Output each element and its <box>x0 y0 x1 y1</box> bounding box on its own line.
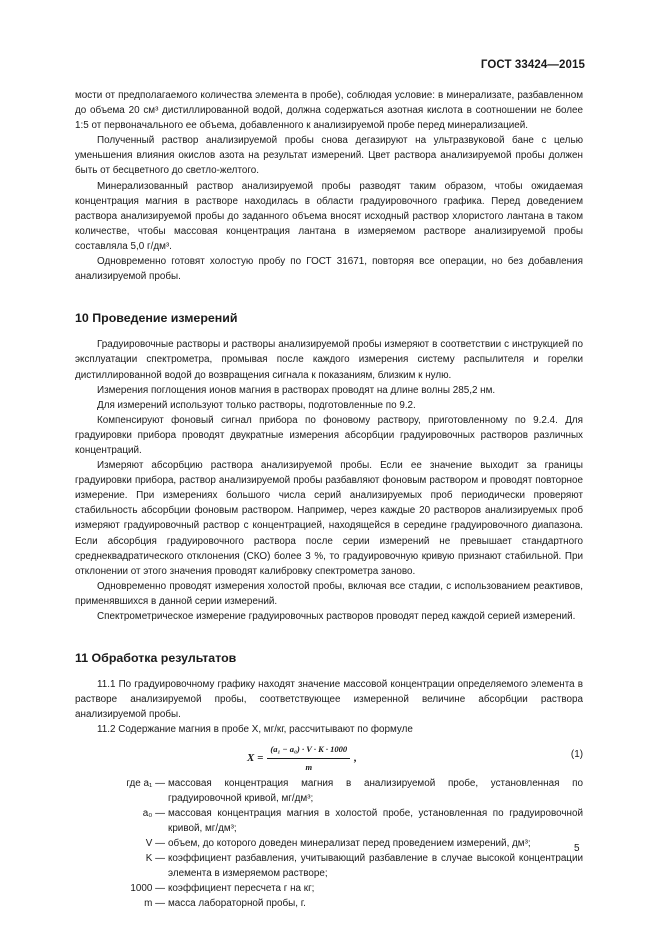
page-content <box>75 88 583 911</box>
definition-row <box>75 836 583 851</box>
definition-text: коэффициент пересчета г на кг; <box>168 883 315 895</box>
definition-row <box>75 806 583 836</box>
section-heading-10 <box>75 311 583 326</box>
definition-symbol: 1000 — <box>130 883 165 895</box>
variable-definitions <box>75 776 583 912</box>
paragraph: Компенсируют фоновый сигнал прибора по фоновому раствору, приготовленному по 9.2.4. Для градуировки прибора проводят двукратные измерения абсорбции градуировочных растворов различных концентраций. <box>75 414 583 456</box>
section-title: 11 Обработка результатов <box>75 651 237 666</box>
paragraph: 11.2 Содержание магния в пробе X, мг/кг, рассчитывают по формуле <box>97 724 413 736</box>
formula-trail: , <box>354 751 357 764</box>
paragraph: Для измерений используют только растворы, подготовленные по 9.2. <box>97 399 416 411</box>
section-heading-11 <box>75 651 583 666</box>
equation-number: (1) <box>570 748 583 760</box>
paragraph: Спектрометрическое измерение градуировочных растворов проводят перед каждой серией измерений. <box>97 611 576 622</box>
formula-denominator: m <box>305 761 313 772</box>
definition-text: объем, до которого доведен минерализат перед проведением измерений, дм³; <box>168 837 531 849</box>
definition-symbol: где a₁ — <box>126 777 165 789</box>
page-number: 5 <box>574 843 580 854</box>
definition-row <box>75 776 583 806</box>
paragraph: Минерализованный раствор анализируемой пробы разводят таким образом, чтобы ожидаемая концентрация магния в растворе находилась в области градуировочного графика. Перед доведением раствора анализируемой пробы до заданного объема вносят исходный раствор хлористого лантана в таком количестве, чтобы массовая концентрация лантана в измеряемом растворе анализируемой пробы составляла 5,0 г/дм³. <box>75 180 583 252</box>
formula-fraction <box>267 742 350 775</box>
formula-block <box>75 742 583 774</box>
section-title: 10 Проведение измерений <box>75 311 238 326</box>
definition-row <box>75 881 583 896</box>
paragraph: Одновременно готовят холостую пробу по ГОСТ 31671, повторяя все операции, но без добавления анализируемой пробы. <box>75 256 583 283</box>
paragraph: Одновременно проводят измерения холостой пробы, включая все стадии, с использованием реактивов, применявшихся в данной серии измерений. <box>75 580 583 607</box>
definition-text: массовая концентрация магния в холостой пробе, установленная по градуировочной кривой, мг/дм³; <box>168 807 583 834</box>
document-standard-id: ГОСТ 33424—2015 <box>480 59 585 71</box>
formula-numerator: (a₁ − a₀) · V · K · 1000 <box>267 742 350 759</box>
paragraph: Измерения поглощения ионов магния в растворах проводят на длине волны 285,2 нм. <box>97 384 496 396</box>
definition-text: массовая концентрация магния в анализируемой пробе, установленная по градуировочной кривой, мг/дм³; <box>168 777 583 804</box>
definition-symbol: K — <box>145 853 165 865</box>
paragraph: 11.1 По градуировочному графику находят значение массовой концентрации определяемого элемента в растворе анализируемой пробы, соответствующее измеренной величине абсорбции раствора анализируемой пробы. <box>75 679 583 721</box>
definition-row <box>75 851 583 881</box>
paragraph: Градуировочные растворы и растворы анализируемой пробы измеряют в соответствии с инструкцией по эксплуатации спектрометра, промывая после каждого измерения систему распылителя и горелки дистиллированной водой до возвращения сигнала к показаниям, близким к нулю. <box>75 339 583 381</box>
paragraph: мости от предполагаемого количества элемента в пробе), соблюдая условие: в минерализате, разбавленном до объема 20 см³ дистиллированной водой, должна содержаться азотная кислота в соотношении не более 1:5 от первоначального ее объема, добавленного к анализируемой пробе перед минерализацией. <box>75 90 583 132</box>
definition-text: масса лабораторной пробы, г. <box>168 898 306 910</box>
definition-symbol: m — <box>144 898 165 910</box>
paragraph: Полученный раствор анализируемой пробы снова дегазируют на ультразвуковой бане с целью уменьшения влияния окислов азота на результат измерений. Цвет раствора анализируемой пробы должен быть от бесцветного до светло-желтого. <box>75 135 583 177</box>
definition-symbol: V — <box>145 837 165 849</box>
definition-text: коэффициент разбавления, учитывающий разбавление в случае высокой концентрации элемента в измеряемом растворе; <box>168 853 583 880</box>
formula <box>247 742 357 775</box>
definition-symbol: a₀ — <box>142 807 165 819</box>
paragraph: Измеряют абсорбцию раствора анализируемой пробы. Если ее значение выходит за границы градуировки прибора, раствор анализируемой пробы разбавляют фоновым раствором и проводят повторное измерение. При измерениях большого числа серий анализируемых проб периодически проверяют стабильность абсорбции фоновым раствором. Например, через каждые 20 растворов анализируемых проб измеряют градуировочный раствор с концентрацией, находящейся в середине градуировочного диапазона. Если абсорбция градуировочного раствора после серии измерений не превышает стандартного среднеквадратического отклонения (СКО) более 3 %, то градуировочную кривую признают стабильной. При отклонении от этого значения проводят калибровку спектрометра заново. <box>75 460 583 577</box>
formula-lhs: X = <box>247 751 264 764</box>
definition-row <box>75 896 583 911</box>
